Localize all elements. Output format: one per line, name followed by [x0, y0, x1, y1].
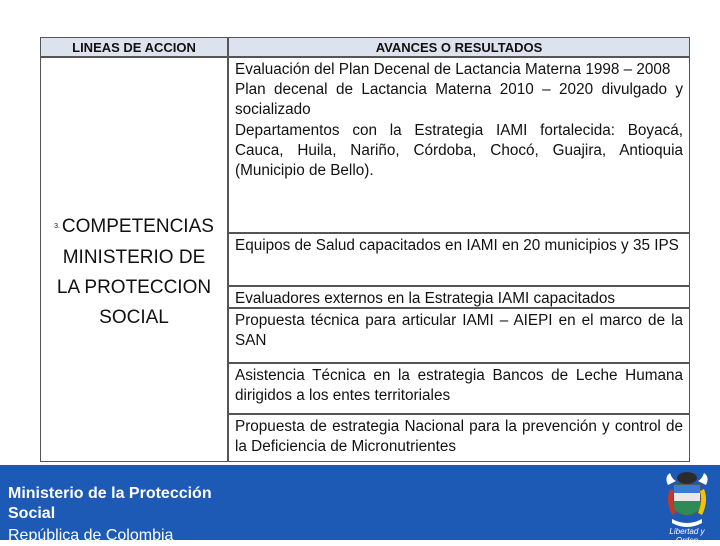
result-item: Asistencia Técnica en la estrategia Bancos de Leche Humana dirigidos a los entes territoriales	[235, 367, 683, 405]
action-line-2: MINISTERIO DE	[62, 246, 206, 268]
action-line-number: 3.	[54, 223, 60, 231]
action-line-cell	[40, 57, 228, 462]
header-right-label: AVANCES O RESULTADOS	[375, 39, 543, 55]
ministry-name	[8, 484, 212, 524]
ministry-line-2: Social	[8, 505, 56, 522]
result-item: Equipos de Salud capacitados en IAMI en 20 municipios y 35 IPS	[235, 237, 679, 254]
ministry-line-1: Ministerio de la Protección	[8, 485, 212, 502]
results-block-6	[228, 414, 690, 462]
result-item: Evaluación del Plan Decenal de Lactancia Materna 1998 – 2008	[235, 61, 671, 78]
results-block-5	[228, 363, 690, 414]
results-table	[40, 37, 690, 462]
results-block-2	[228, 233, 690, 286]
result-item: Propuesta de estrategia Nacional para la prevención y control de la Deficiencia de Micronutrientes	[235, 418, 683, 456]
result-item: Evaluadores externos en la Estrategia IAMI capacitados	[235, 290, 616, 307]
results-block-3	[228, 286, 690, 308]
result-item: Propuesta técnica para articular IAMI – AIEPI en el marco de la SAN	[235, 312, 683, 350]
footer-bar	[0, 465, 720, 545]
result-item: Departamentos con la Estrategia IAMI fortalecida: Boyacá, Cauca, Huila, Nariño, Córdoba, Chocó, Guajira, Antioquia (Municipio de Bello).	[235, 121, 683, 180]
action-line-4: SOCIAL	[99, 306, 169, 328]
header-left-label: LINEAS DE ACCION	[72, 39, 196, 55]
action-line-1: COMPETENCIAS	[61, 216, 214, 238]
country-name: República de Colombia	[8, 527, 174, 544]
action-line-3: LA PROTECCION	[56, 276, 212, 298]
action-line-text	[54, 212, 214, 332]
header-lineas-de-accion	[40, 37, 228, 57]
results-block-4	[228, 308, 690, 363]
result-item: Plan decenal de Lactancia Materna 2010 – 2020 divulgado y socializado	[235, 81, 683, 119]
header-avances-resultados	[228, 37, 690, 57]
logo-caption: Libertad y Orden	[669, 527, 705, 545]
results-block-1	[228, 57, 690, 233]
